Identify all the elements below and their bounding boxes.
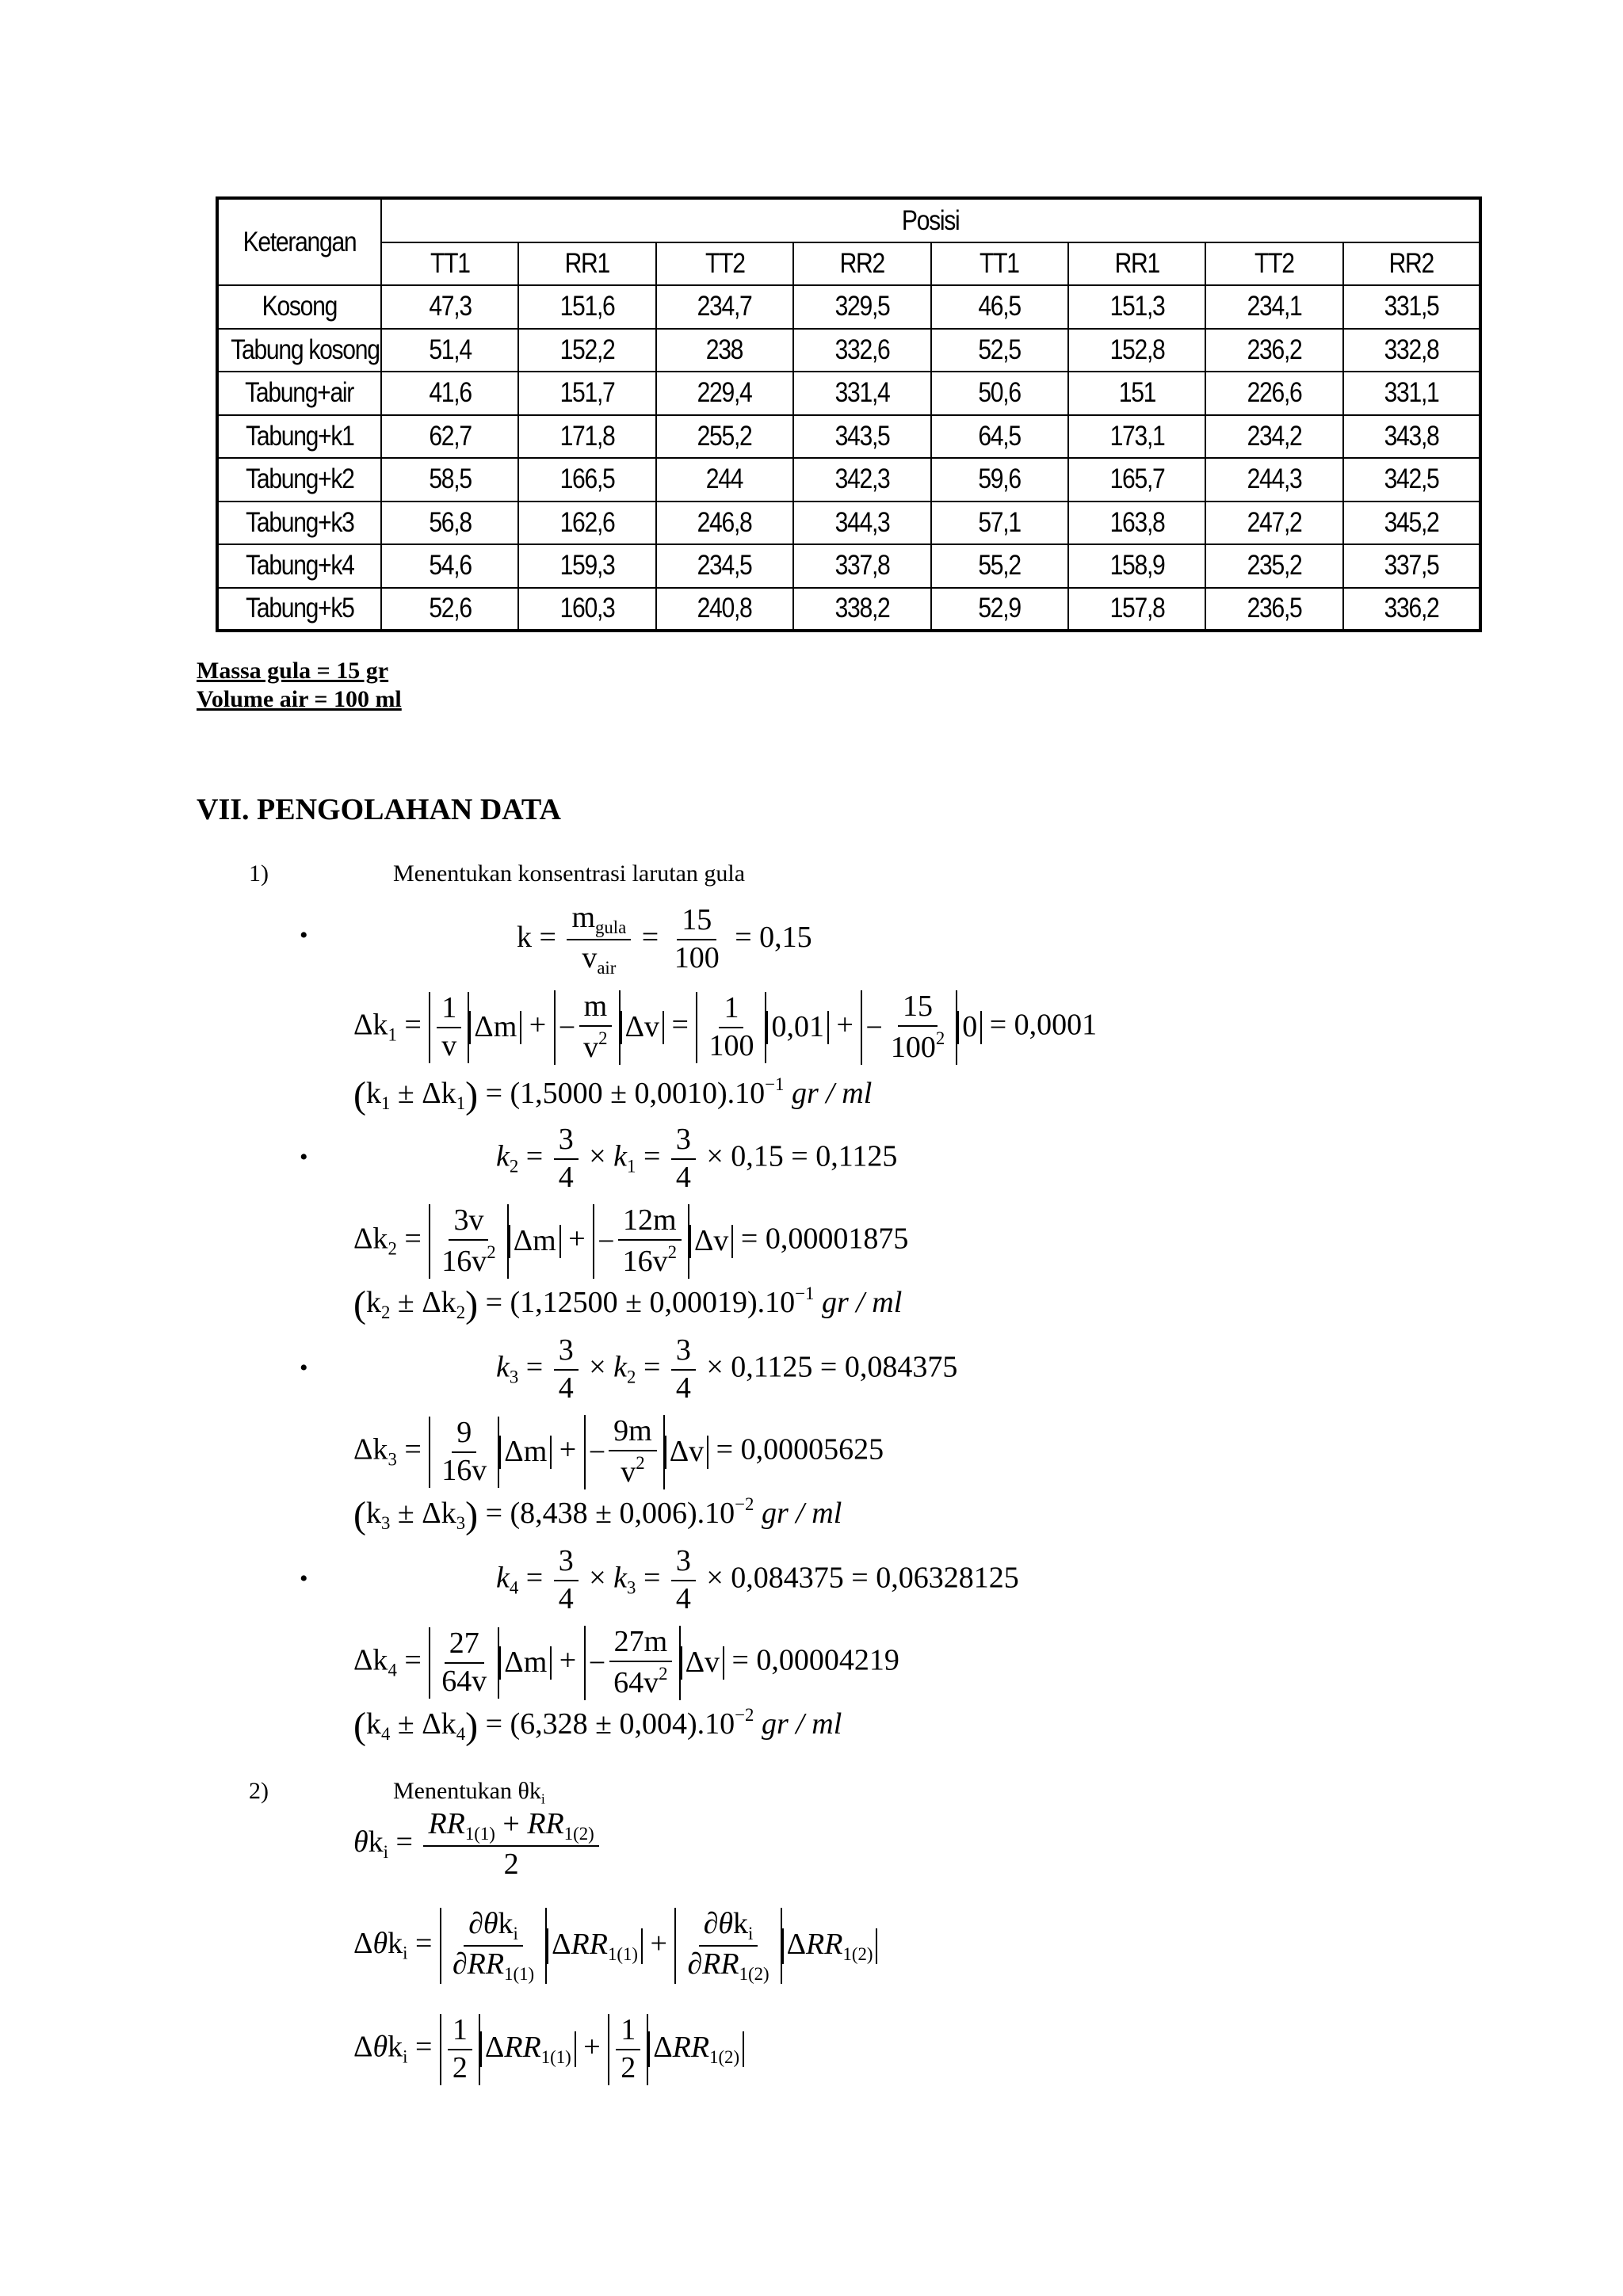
column-header: RR2	[1343, 242, 1480, 285]
equation-delta-k3: $\Delta k_3$ = $\frac{9}{16v}$ Δm + − $\frac{9m}{v^2}$ Δv = 0,00005625	[353, 1414, 884, 1489]
table-cell: 329,5	[793, 285, 930, 329]
table-cell: 332,6	[793, 329, 930, 372]
table-cell: 171,8	[518, 415, 655, 459]
table-cell: 332,8	[1343, 329, 1480, 372]
table-cell: 160,3	[518, 588, 655, 631]
table-cell: 337,8	[793, 544, 930, 588]
table-cell: 247,2	[1205, 502, 1342, 545]
table-cell: 236,5	[1205, 588, 1342, 631]
table-cell: 62,7	[381, 415, 518, 459]
table-row	[217, 458, 1480, 502]
table-cell: 163,8	[1068, 502, 1205, 545]
row-label: Kosong	[217, 285, 381, 329]
table-cell: 234,7	[656, 285, 793, 329]
table-cell: 229,4	[656, 372, 793, 415]
equation-k3: $k_3$ = $\frac{3}{4}$ × $k_2$ = $\frac{3}{4}$ × 0,1125 = 0,084375	[496, 1333, 958, 1405]
table-cell: 236,2	[1205, 329, 1342, 372]
table-cell: 234,1	[1205, 285, 1342, 329]
result-k4: $(k_4 \pm \Delta k_4) = (6,328 \pm 0,004).10^{-2}$ gr / ml	[353, 1705, 842, 1748]
equation-delta-k2: $\Delta k_2$ = $\frac{3v}{16v^2}$ Δm + − $\frac{12m}{16v^2}$ Δv = 0,00001875	[353, 1203, 909, 1278]
column-header: RR2	[793, 242, 930, 285]
table-row	[217, 372, 1480, 415]
column-header: RR1	[518, 242, 655, 285]
table-cell: 157,8	[1068, 588, 1205, 631]
table-cell: 165,7	[1068, 458, 1205, 502]
table-cell: 235,2	[1205, 544, 1342, 588]
table-body	[217, 285, 1480, 631]
table-cell: 152,2	[518, 329, 655, 372]
row-label: Tabung+k5	[217, 588, 381, 631]
table-cell: 244,3	[1205, 458, 1342, 502]
equation-delta-k1: $\Delta k_1$ = $\frac{1}{v}$ Δm + − $\frac{m}{v^2}$ Δv = $\frac{1}{100}$ 0,01 + − $\frac{15}{100^2}$ 0 = 0,0001	[353, 990, 1098, 1064]
table-key-header: Keterangan	[217, 198, 381, 285]
column-header: TT2	[656, 242, 793, 285]
table-cell: 162,6	[518, 502, 655, 545]
bullet-4: •	[300, 1566, 308, 1592]
table-cell: 331,5	[1343, 285, 1480, 329]
result-k1: $(k_1 \pm \Delta k_1) = (1,5000 \pm 0,0010).10^{-1}$ gr / ml	[353, 1074, 873, 1117]
equation-k4: $k_4$ = $\frac{3}{4}$ × $k_3$ = $\frac{3}{4}$ × 0,084375 = 0,06328125	[496, 1544, 1019, 1615]
table-cell: 343,8	[1343, 415, 1480, 459]
item-number-1: 1)	[249, 860, 269, 887]
table-cell: 336,2	[1343, 588, 1480, 631]
table-cell: 54,6	[381, 544, 518, 588]
bullet-1: •	[300, 922, 308, 948]
column-header: TT1	[381, 242, 518, 285]
table-cell: 52,9	[931, 588, 1068, 631]
table-cell: 344,3	[793, 502, 930, 545]
table-cell: 151,7	[518, 372, 655, 415]
table-cell: 47,3	[381, 285, 518, 329]
note-massa-gula: Massa gula = 15 gr	[197, 658, 389, 684]
table-cell: 173,1	[1068, 415, 1205, 459]
table-cell: 52,6	[381, 588, 518, 631]
table-column-headers	[217, 242, 1480, 285]
table-cell: 151,3	[1068, 285, 1205, 329]
table-cell: 234,2	[1205, 415, 1342, 459]
table-cell: 166,5	[518, 458, 655, 502]
table-cell: 151,6	[518, 285, 655, 329]
row-label: Tabung kosong	[217, 329, 381, 372]
table-cell: 46,5	[931, 285, 1068, 329]
table-cell: 338,2	[793, 588, 930, 631]
table-cell: 255,2	[656, 415, 793, 459]
table-cell: 331,1	[1343, 372, 1480, 415]
table-cell: 159,3	[518, 544, 655, 588]
table-row	[217, 285, 1480, 329]
bullet-3: •	[300, 1355, 308, 1381]
table-row	[217, 415, 1480, 459]
table-cell: 158,9	[1068, 544, 1205, 588]
table-cell: 50,6	[931, 372, 1068, 415]
table-cell: 58,5	[381, 458, 518, 502]
table-cell: 51,4	[381, 329, 518, 372]
bullet-2: •	[300, 1144, 308, 1170]
table-cell: 152,8	[1068, 329, 1205, 372]
table-cell: 56,8	[381, 502, 518, 545]
equation-delta-theta-k-half: Δθk$_i$ = $\frac{1}{2}$ $\Delta RR_{1(1)}$ + $\frac{1}{2}$ $\Delta RR_{1(2)}$	[353, 2014, 744, 2085]
table-row	[217, 502, 1480, 545]
table-cell: 64,5	[931, 415, 1068, 459]
equation-delta-k4: $\Delta k_4$ = $\frac{27}{64v}$ Δm + − $\frac{27m}{64v^2}$ Δv = 0,00004219	[353, 1625, 899, 1699]
row-label: Tabung+k2	[217, 458, 381, 502]
table-cell: 59,6	[931, 458, 1068, 502]
row-label: Tabung+k1	[217, 415, 381, 459]
result-k2: $(k_2 \pm \Delta k_2) = (1,12500 \pm 0,00019).10^{-1}$ gr / ml	[353, 1283, 903, 1326]
table-cell: 52,5	[931, 329, 1068, 372]
table-cell: 151	[1068, 372, 1205, 415]
table-cell: 343,5	[793, 415, 930, 459]
table-cell: 240,8	[656, 588, 793, 631]
table-cell: 238	[656, 329, 793, 372]
table-cell: 246,8	[656, 502, 793, 545]
column-header: RR1	[1068, 242, 1205, 285]
table-cell: 244	[656, 458, 793, 502]
note-volume-air: Volume air = 100 ml	[197, 686, 402, 712]
measurement-table	[216, 196, 1482, 632]
row-label: Tabung+air	[217, 372, 381, 415]
table-cell: 41,6	[381, 372, 518, 415]
equation-delta-theta-k-partial: Δθk$_i$ = $\frac{\partial\theta k_i}{\partial RR_{1(1)}}$ $\Delta RR_{1(1)}$ + $\frac{\partial\theta k_i}{\partial RR_{1(2)}}$ $\Delta RR_{1(2)}$	[353, 1908, 877, 1984]
column-header: TT1	[931, 242, 1068, 285]
equation-k2: $k_2$ = $\frac{3}{4}$ × $k_1$ = $\frac{3}{4}$ × 0,15 = 0,1125	[496, 1123, 898, 1194]
section-heading: VII. PENGOLAHAN DATA	[197, 793, 561, 826]
table-cell: 234,5	[656, 544, 793, 588]
table-cell: 331,4	[793, 372, 930, 415]
item-text-2: Menentukan $\theta k_i$	[393, 1778, 545, 1807]
table-cell: 55,2	[931, 544, 1068, 588]
item-number-2: 2)	[249, 1778, 269, 1804]
table-group-header: Posisi	[381, 198, 1480, 242]
equation-k1: k = $\frac{m_{gula}}{v_{air}}$ = $\frac{15}{100}$ = 0,15	[517, 901, 812, 978]
table-row	[217, 588, 1480, 631]
table-row	[217, 544, 1480, 588]
table-cell: 337,5	[1343, 544, 1480, 588]
table-cell: 342,5	[1343, 458, 1480, 502]
table-cell: 57,1	[931, 502, 1068, 545]
result-k3: $(k_3 \pm \Delta k_3) = (8,438 \pm 0,006).10^{-2}$ gr / ml	[353, 1494, 842, 1537]
table-cell: 345,2	[1343, 502, 1480, 545]
table-row	[217, 329, 1480, 372]
table-cell: 226,6	[1205, 372, 1342, 415]
equation-theta-k: $\theta k_i$ = $\frac{RR_{1(1)} + RR_{1(2)}}{2}$	[353, 1808, 602, 1882]
table-cell: 342,3	[793, 458, 930, 502]
column-header: TT2	[1205, 242, 1342, 285]
row-label: Tabung+k4	[217, 544, 381, 588]
row-label: Tabung+k3	[217, 502, 381, 545]
item-text-1: Menentukan konsentrasi larutan gula	[393, 860, 746, 887]
